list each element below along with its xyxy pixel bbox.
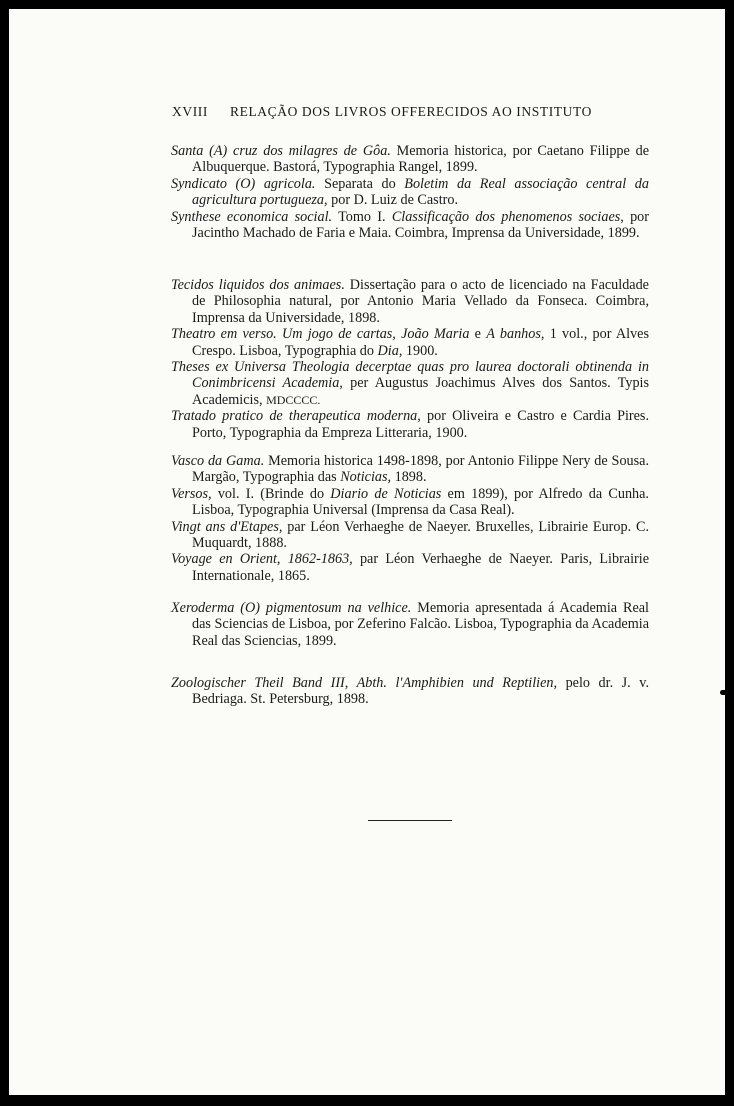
section-z	[171, 675, 649, 708]
entry-title: Zoologischer Theil Band III, Abth. l'Amphibien und Reptilien,	[171, 675, 558, 691]
entry-title: Vingt ans d'Etapes,	[171, 518, 283, 535]
catalog-entry: Synthese economica social. Tomo I. Classificação dos phenomenos sociaes, por Jacintho Machado de Faria e Maia. Coimbra, Imprensa da Universidade, 1899.	[171, 208, 649, 242]
catalog-entry: Syndicato (O) agricola. Separata do Boletim da Real associação central da agricultura portugueza, por D. Luiz de Castro.	[171, 175, 649, 209]
catalog-entry: Vingt ans d'Etapes, par Léon Verhaeghe de Naeyer. Bruxelles, Librairie Europ. C. Muquardt, 1888.	[171, 518, 649, 552]
catalog-entry: Versos, vol. I. (Brinde do Diario de Noticias em 1899), por Alfredo da Cunha. Lisboa, Typographia Universal (Imprensa da Casa Real).	[171, 485, 649, 519]
entry-title: Tratado pratico de therapeutica moderna,	[171, 408, 421, 425]
entry-title: Theatro em verso. Um jogo de cartas, João Maria	[171, 326, 470, 343]
catalog-entry: Theses ex Universa Theologia decerptae quas pro laurea doctorali obtinenda in Conimbricensi Academia, per Augustus Joachimus Alves dos Santos. Typis Academicis, MDCCCC.	[171, 359, 649, 408]
catalog-entry: Voyage en Orient, 1862-1863, par Léon Verhaeghe de Naeyer. Paris, Librairie Internationale, 1865.	[171, 551, 649, 584]
entry-title: Syndicato (O) agricola.	[171, 175, 316, 192]
section-t	[171, 277, 649, 441]
page-number: XVIII	[172, 104, 208, 119]
entry-title: Voyage en Orient, 1862-1863,	[171, 551, 353, 568]
entry-title: Xeroderma (O) pigmentosum na velhice.	[171, 600, 412, 616]
section-x	[171, 600, 649, 649]
catalog-entry: Tratado pratico de therapeutica moderna, por Oliveira e Castro e Cardia Pires. Porto, Typographia da Empreza Litteraria, 1900.	[171, 408, 649, 441]
book-page	[9, 9, 725, 1095]
entry-title: Tecidos liquidos dos animaes.	[171, 277, 345, 293]
catalog-entry: Xeroderma (O) pigmentosum na velhice. Memoria apresentada á Academia Real das Sciencias de Lisboa, por Zeferino Falcão. Lisboa, Typographia da Academia Real das Sciencias, 1899.	[171, 600, 650, 649]
section-s	[171, 143, 649, 241]
entry-title: Synthese economica social.	[171, 208, 333, 225]
page-edge-mark	[720, 690, 734, 695]
section-v	[171, 453, 649, 584]
catalog-entry: Theatro em verso. Um jogo de cartas, João Maria e A banhos, 1 vol., por Alves Crespo. Lisboa, Typographia do Dia, 1900.	[171, 326, 649, 359]
entry-title: Theses ex Universa Theologia decerptae quas pro laurea doctorali obtinenda in Conimbricensi Academia,	[171, 359, 649, 392]
catalog-entry: Vasco da Gama. Memoria historica 1498-1898, por Antonio Filippe Nery de Sousa. Margão, Typographia das Noticias, 1898.	[171, 453, 649, 486]
running-title: RELAÇÃO DOS LIVROS OFFERECIDOS AO INSTITUTO	[230, 104, 592, 119]
catalog-entry: Tecidos liquidos dos animaes. Dissertação para o acto de licenciado na Faculdade de Philosophia natural, por Antonio Maria Vellado da Fonseca. Coimbra, Imprensa da Universidade, 1898.	[171, 277, 649, 326]
catalog-entry: Santa (A) cruz dos milagres de Gôa. Memoria historica, por Caetano Filippe de Albuquerque. Bastorá, Typographia Rangel, 1899.	[171, 143, 649, 176]
entry-title: Santa (A) cruz dos milagres de Gôa.	[171, 143, 391, 159]
entry-title: Versos,	[171, 485, 212, 502]
entry-title: Vasco da Gama.	[171, 453, 265, 469]
running-header	[172, 104, 592, 120]
catalog-entry: Zoologischer Theil Band III, Abth. l'Amphibien und Reptilien, pelo dr. J. v. Bedriaga. St. Petersburg, 1898.	[171, 675, 649, 708]
closing-rule	[368, 820, 452, 821]
